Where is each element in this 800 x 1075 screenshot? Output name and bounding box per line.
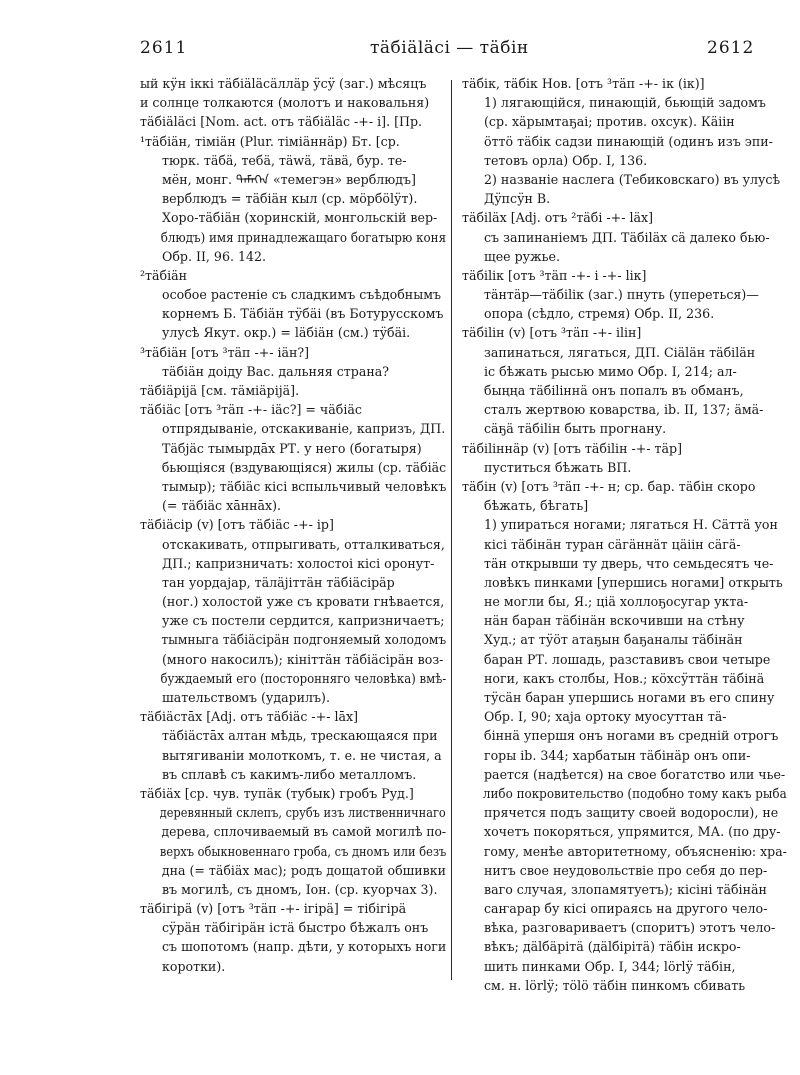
text-line: тäбiäн доiду Вас. дальняя страна? <box>162 363 389 379</box>
text-line: верхъ обыкновеннаго гроба, съ дномъ или безъ <box>159 843 446 859</box>
text-line: мён, монг. ᠲᠡᠮᠡᠭᠡᠨ «темегэн» верблюдъ] <box>162 171 416 187</box>
text-line: корнемъ Б. Тäбiäн тӱбӓi (въ Ботурусскомъ <box>162 306 444 322</box>
text-line: баран РТ. лошадь, разставивъ свои четыре <box>484 651 771 667</box>
text-line: вѣкъ; дälбäрiтä (дälбiрiтä) тäбiн искро- <box>484 939 741 955</box>
entry-headword: ²тäбiäн <box>140 267 188 283</box>
text-line: вѣка, разговариваетъ (споритъ) этотъ чело- <box>484 920 776 936</box>
text-line: нитъ свое неудовольствіе про себя до пер- <box>484 862 768 878</box>
text-line: прячется подъ защиту своей водоросли), не <box>484 805 779 821</box>
text-line: отскакивать, отпрыгивать, отталкиваться, <box>162 536 445 552</box>
text-line: (много накосилъ); кініттäн тäбiäсiрäн воз- <box>162 651 444 667</box>
text-line: ic бѣжать рысью мимо Обр. I, 214; ал- <box>484 363 737 379</box>
text-line: буждаемый его (посторонняго человѣка) вмѣ- <box>160 670 446 686</box>
text-line: тетовъ орла) Обр. I, 136. <box>484 152 648 168</box>
entry-headword: ³тäбiäн [отъ ³тäп -+- iäн?] <box>140 344 310 360</box>
text-line: быңңа тäбiliннä онъ попалъ въ обманъ, <box>484 383 744 398</box>
text-line: сäҕä тäбiliн быть прогнану. <box>484 421 667 437</box>
text-line: деревянный склепъ, срубъ изъ лиственничнаго <box>159 805 446 821</box>
entry-headword: тäбiгiрä (v) [отъ ³тäп -+- iгiрä] = тiбiгiрä <box>140 901 407 917</box>
text-line: запинаться, лягаться, ДП. Сiäläн тäбiläн <box>484 344 756 360</box>
text-line: тюрк. тäбä, тебä, тäwä, тäвä, бур. те- <box>162 152 407 168</box>
entry-headword: тäбiäх [ср. чув. тупäк (тубык) гробъ Руд.] <box>140 785 414 801</box>
text-line: съ запинаніемъ ДП. Тäбiläх сä далеко бью- <box>484 229 770 245</box>
text-line: Тäбјäс тымырдāх РТ. у него (богатыря) <box>162 440 422 456</box>
text-line: особое растеніе съ сладкимъ съѣдобнымъ <box>162 287 442 303</box>
text-line: тäнтäр—тäбiliк (заг.) пнуть (упереться)— <box>484 287 759 303</box>
entry-headword: тäбiliк [отъ ³тäп -+- i -+- liк] <box>462 267 647 283</box>
text-line: тымныга тäбiäсiрäн подгоняемый холодомъ <box>161 632 446 648</box>
text-line: горы ib. 344; харбатын тäбiнäр онъ опи- <box>484 747 751 763</box>
text-line: коротки). <box>162 958 226 974</box>
entry-headword: тäбiн (v) [отъ ³тäп -+- н; ср. бар. тäбiн скоро <box>462 478 756 494</box>
text-line: блюдъ) имя принадлежащаго богатырю коня <box>160 229 446 245</box>
text-line: уже съ постели сердится, капризничаетъ; <box>162 613 445 629</box>
left-column <box>140 74 446 976</box>
text-line: ый кӱн іккі тäбiäläсäллäр ӱсӱ (заг.) мѣсяцъ <box>140 76 427 91</box>
entry-headword: тäбiäрiјä [см. тäмiäрiјä]. <box>140 383 300 398</box>
text-line: см. н. lӧrlӱ; тӧlӧ тäбiн пинкомъ сбивать <box>484 977 746 993</box>
text-line: съ шопотомъ (напр. дѣти, у которыхъ ноги <box>162 939 446 955</box>
text-line: Обр. II, 96. 142. <box>162 248 267 264</box>
text-line: шательствомъ (ударилъ). <box>162 690 330 705</box>
text-line: улусѣ Якут. окр.) = lӓбiäн (см.) тӱбӓi. <box>162 325 411 341</box>
text-line: не могли бы, Я.; цiä холлоҕосугар укта- <box>484 594 749 610</box>
text-line: саҥарар бу кісі опираясь на другого чело- <box>484 901 768 917</box>
page-number-left: 2611 <box>140 38 188 58</box>
text-line: тымыр); тäбiäс кісі вспыльчивый человѣкъ <box>161 478 446 494</box>
text-line: öттö тäбiк садзи пинающій (одинъ изъ эпи- <box>484 133 773 149</box>
text-line: дерева, сплочиваемый въ самой могилѣ по- <box>161 824 446 840</box>
text-line: нäн баран тäбiнäн вскочивши на стѣну <box>484 613 745 629</box>
entry-headword: тäбiäс [отъ ³тäп -+- iäс?] = чäбiäс <box>140 402 362 418</box>
text-line: ловѣкъ пинками [упершись ногами] открыть <box>484 574 783 590</box>
text-line: пуститься бѣжать ВП. <box>484 459 632 475</box>
text-line: тӱсäн баран упершись ногами въ его спину <box>484 690 775 705</box>
text-line: сталъ жертвою коварства, ib. II, 137; äмä- <box>484 402 764 418</box>
text-line: рается (надѣется) на свое богатство или чье- <box>484 766 786 782</box>
text-line: Худ.; ат тӱöт атаҕын баҕаналы тäбiнäн <box>484 632 743 648</box>
text-line: Дӱпсӱн В. <box>484 191 551 207</box>
text-line: кісі тäбiнäн туран сäгäннäт цäiiн сäгä- <box>484 536 741 552</box>
text-line: гому, менѣе авторитетному, объясненію: хра- <box>483 843 787 859</box>
text-line: отпрядываніе, отскакиваніе, капризъ, ДП. <box>162 421 446 437</box>
entry-headword: тäбiliннäр (v) [отъ тäбiliн -+- тäр] <box>462 440 682 456</box>
text-line: бьющіяся (вздувающіяся) жилы (ср. тäбiäс <box>161 459 446 475</box>
text-line: и солнце толкаются (молотъ и наковальня) <box>140 95 430 111</box>
text-line: тäн открывши ту дверь, что семьдесятъ че- <box>484 555 774 571</box>
text-line: 1) упираться ногами; лягаться Н. Сäттä уон <box>484 517 778 533</box>
text-line: тäбiäстāх алтан мѣдь, трескающаяся при <box>162 728 438 744</box>
page-number-right: 2612 <box>707 38 755 58</box>
column-divider <box>451 80 452 980</box>
text-line: бiннä упершя онъ ногами въ средній отрогъ <box>484 728 779 744</box>
text-line: (ср. хäрымтаҕаi; против. охсук). Кäiiн <box>484 114 735 130</box>
running-title: тäбiäläсi — тäбiн <box>370 38 529 58</box>
text-line: дна (= тäбiäх мас); родъ дощатой обшивки <box>161 862 446 878</box>
text-line: верблюдъ = тäбiäн кыл (ср. мӧрбӧlӱт). <box>162 191 418 207</box>
text-line: ноги, какъ столбы, Нов.; кöхсӱттäн тäбiнä <box>484 670 765 686</box>
text-line: тан уордаjар, тäлäjiттäн тäбiäсiрäр <box>162 574 395 590</box>
text-line: либо покровительство (подобно тому какъ рыба <box>482 785 787 801</box>
entry-headword: тäбiк, тäбiк Нов. [отъ ³тäп -+- iк (iк)] <box>462 76 705 91</box>
text-line: 1) лягающійся, пинающій, бьющій задомъ <box>484 95 766 111</box>
text-line: (= тäбiäс хāннāх). <box>162 498 282 514</box>
entry-headword: ¹тäбiäн, тімiäн (Plur. тімiäннäр) Бт. [ср. <box>140 133 400 149</box>
text-line: бѣжать, бѣгать] <box>484 498 589 514</box>
entry-headword: тäбiäläсi [Nom. act. отъ тäбiäläс -+- і]. [Пр. <box>140 114 423 130</box>
entry-headword: тäбiläх [Adj. отъ ²тäбi -+- läх] <box>462 210 654 226</box>
text-line: шить пинками Обр. I, 344; lӧrlӱ тäбiн, <box>484 958 736 974</box>
page-header <box>0 38 800 68</box>
text-line: сӱрäн тäбiгiрäн істä быстро бѣжалъ онъ <box>162 920 429 936</box>
text-line: ДП.; капризничать: холостоi кісі оронут- <box>162 555 435 571</box>
text-line: щее ружье. <box>484 248 560 264</box>
entry-headword: тäбiäсір (v) [отъ тäбiäс -+- ір] <box>140 517 334 533</box>
text-line: (ног.) холостой уже съ кровати гнѣвается, <box>162 594 445 610</box>
entry-headword: тäбiäстāх [Adj. отъ тäбiäс -+- lāх] <box>140 709 359 725</box>
text-line: опора (сѣдло, стремя) Обр. II, 236. <box>484 306 715 322</box>
text-line: ваго случая, злопамятуетъ); кісiнi тäбiнäн <box>484 881 767 897</box>
right-column <box>462 74 787 995</box>
text-line: 2) названіе наслега (Тебиковскаго) въ улусѣ <box>484 171 781 187</box>
text-line: Хоро-тäбiäн (хоринскій, монгольскій вер- <box>162 210 438 226</box>
text-line: въ сплавѣ съ какимъ-либо металломъ. <box>162 766 417 782</box>
text-line: Обр. I, 90; хаjа ортоку муосуттан тä- <box>484 709 727 725</box>
text-line: вытягиваніи молоткомъ, т. е. не чистая, а <box>162 747 442 763</box>
entry-headword: тäбiliн (v) [отъ ³тäп -+- iliн] <box>462 325 642 341</box>
text-line: въ могилѣ, съ дномъ, Іон. (ср. куорчах 3). <box>162 881 438 897</box>
text-line: хочетъ покоряться, упрямится, МА. (по дру- <box>484 824 781 840</box>
